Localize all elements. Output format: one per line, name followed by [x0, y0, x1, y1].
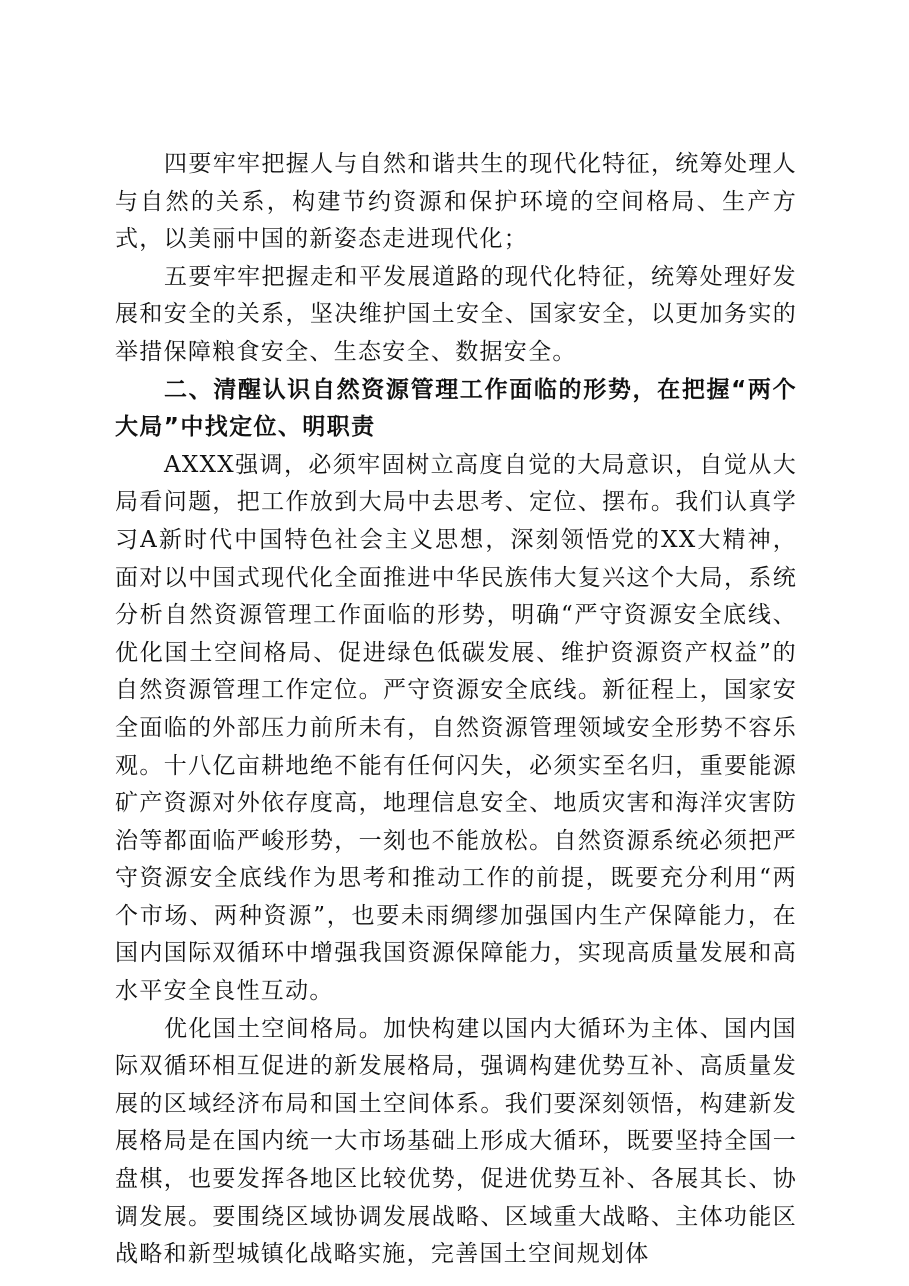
paragraph-optimize-territorial-space: 优化国土空间格局。加快构建以国内大循环为主体、国内国际双循环相互促进的新发展格局，强调构建优势互补、高质量发展的区域经济布局和国土空间体系。我们要深刻领悟，构建新发展格局是在国内统一大市场基础上形成大循环，既要坚持全国一盘棋，也要发挥各地区比较优势，促进优势互补、各展其长、协调发展。要围绕区域协调发展战略、区域重大战略、主体功能区战略和新型城镇化战略实施，完善国土空间规划体: [115, 1015, 797, 1268]
paragraph-section2-intro: AXXX强调，必须牢固树立高度自觉的大局意识，自觉从大局看问题，把工作放到大局中去思考、定位、摆布。我们认真学习A新时代中国特色社会主义思想，深刻领悟党的XX大精神，面对以中国式现代化全面推进中华民族伟大复兴这个大局，系统分析自然资源管理工作面临的形势，明确“严守资源安全底线、优化国土空间格局、促进绿色低碳发展、维护资源资产权益”的自然资源管理工作定位。严守资源安全底线。新征程上，国家安全面临的外部压力前所未有，自然资源管理领域安全形势不容乐观。十八亿亩耕地绝不能有任何闪失，必须实至名归，重要能源矿产资源对外依存度高，地理信息安全、地质灾害和海洋灾害防治等都面临严峻形势，一刻也不能放松。自然资源系统必须把严守资源安全底线作为思考和推动工作的前提，既要充分利用“两个市场、两种资源”，也要未雨绸缪加强国内生产保障能力，在国内国际双循环中增强我国资源保障能力，实现高质量发展和高水平安全良性互动。: [115, 451, 797, 1005]
paragraph-4: 四要牢牢把握人与自然和谐共生的现代化特征，统筹处理人与自然的关系，构建节约资源和保护环境的空间格局、生产方式，以美丽中国的新姿态走进现代化；: [115, 151, 797, 253]
paragraph-5: 五要牢牢把握走和平发展道路的现代化特征，统筹处理好发展和安全的关系，坚决维护国土安全、国家安全，以更加务实的举措保障粮食安全、生态安全、数据安全。: [115, 263, 797, 365]
document-body: [115, 146, 797, 1274]
section-heading-2: 二、清醒认识自然资源管理工作面临的形势，在把握“两个大局”中找定位、明职责: [115, 376, 797, 441]
